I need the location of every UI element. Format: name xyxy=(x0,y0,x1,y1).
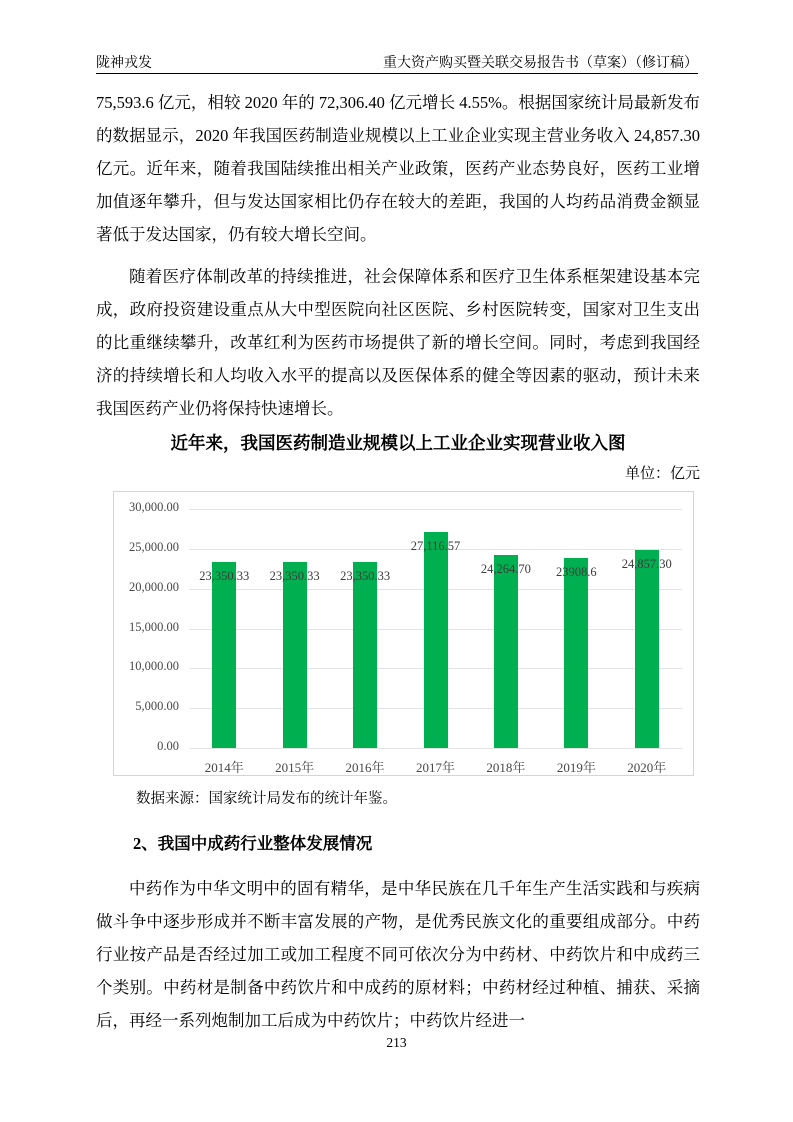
x-axis-tick-label: 2015年 xyxy=(275,760,315,775)
bar-value-label: 23,350.33 xyxy=(269,568,320,583)
data-source-note: 数据来源：国家统计局发布的统计年鉴。 xyxy=(136,791,397,807)
y-axis-tick-label: 30,000.00 xyxy=(129,500,179,514)
bar-value-label: 23,350.33 xyxy=(340,568,391,583)
chart-unit-label: 单位：亿元 xyxy=(624,466,700,482)
x-axis-tick-label: 2016年 xyxy=(345,760,385,775)
header-divider xyxy=(96,73,698,74)
y-axis-tick-label: 25,000.00 xyxy=(129,539,179,554)
x-axis-tick-label: 2018年 xyxy=(486,760,526,775)
bar-value-label: 23908.6 xyxy=(556,564,597,579)
section-heading-tcm: 2、我国中成药行业整体发展情况 xyxy=(133,834,373,853)
x-axis-tick-label: 2019年 xyxy=(556,760,596,775)
bar-value-label: 27,116.57 xyxy=(410,538,461,553)
x-axis-tick-label: 2020年 xyxy=(627,760,667,775)
y-axis-tick-label: 10,000.00 xyxy=(129,659,179,674)
y-axis-tick-label: 5,000.00 xyxy=(135,699,179,714)
chart-bar xyxy=(494,555,518,748)
revenue-bar-chart xyxy=(113,491,694,776)
x-axis-tick-label: 2017年 xyxy=(415,760,456,775)
chart-bar xyxy=(424,532,448,748)
paragraph-tcm-overview: 中药作为中华文明中的固有精华，是中华民族在几千年生产生活实践和与疾病做斗争中逐步形成并不断丰富发展的产物，是优秀民族文化的重要组成部分。中药行业按产品是否经过加工或加工程度不同可依次分为中药材、中药饮片和中成药三个类别。中药材是制备中药饮片和中成药的原材料；中药材经过种植、捕获、采摘后，再经一系列炮制加工后成为中药饮片；中药饮片经进一 xyxy=(96,879,700,1030)
chart-bar xyxy=(635,550,659,748)
page-number: 213 xyxy=(386,1035,407,1050)
chart-bar xyxy=(212,562,236,748)
page-content xyxy=(96,86,700,1037)
header-document-title: 重大资产购买暨关联交易报告书（草案）（修订稿） xyxy=(383,56,698,71)
x-axis-tick-label: 2014年 xyxy=(204,760,244,775)
y-axis-tick-label: 15,000.00 xyxy=(129,619,179,634)
bar-value-label: 23,350.33 xyxy=(199,568,250,583)
paragraph-industry-revenue: 75,593.6 亿元，相较 2020 年的 72,306.40 亿元增长 4.55%。根据国家统计局最新发布的数据显示，2020 年我国医药制造业规模以上工业企业实现主营业务收入 24,857.30 亿元。近年来，随着我国陆续推出相关产业政策，医药产业态势良好，医药工业增加值逐年攀升，但与发达国家相比仍存在较大的差距，我国的人均药品消费金额显著低于发达国家，仍有较大增长空间。 xyxy=(96,93,700,244)
chart-bar xyxy=(353,562,377,748)
bar-value-label: 24,264.70 xyxy=(480,561,531,576)
chart-bar xyxy=(564,558,588,748)
chart-title: 近年来，我国医药制造业规模以上工业企业实现营业收入图 xyxy=(170,433,626,453)
chart-gridline xyxy=(189,509,682,510)
header-company-name: 陇神戎发 xyxy=(96,56,152,71)
page-footer xyxy=(0,1035,793,1051)
paragraph-healthcare-reform: 随着医疗体制改革的持续推进，社会保障体系和医疗卫生体系框架建设基本完成，政府投资建设重点从大中型医院向社区医院、乡村医院转变，国家对卫生支出的比重继续攀升，改革红利为医药市场提供了新的增长空间。同时，考虑到我国经济的持续增长和人均收入水平的提高以及医保体系的健全等因素的驱动，预计未来我国医药产业仍将保持快速增长。 xyxy=(96,267,700,418)
y-axis-tick-label: 20,000.00 xyxy=(129,579,179,594)
y-axis-tick-label: 0.00 xyxy=(157,739,179,753)
chart-bar xyxy=(283,562,307,748)
bar-value-label: 24,857.30 xyxy=(621,556,672,571)
chart-gridline xyxy=(189,748,682,749)
